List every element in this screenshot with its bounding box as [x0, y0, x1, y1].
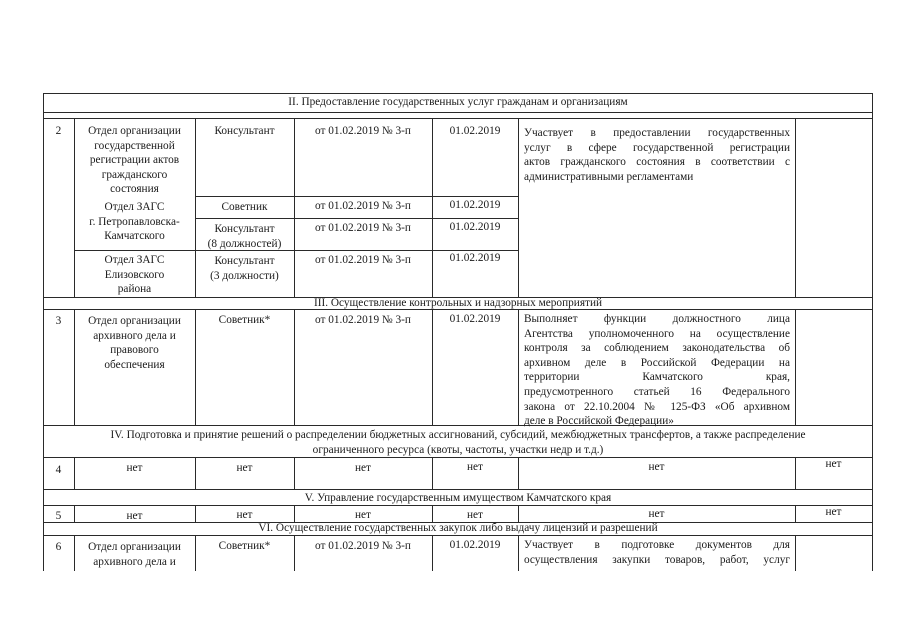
- section-heading: II. Предоставление государственных услуг гражданам и организациям: [288, 96, 628, 108]
- row-number: 5: [55, 510, 62, 522]
- effective-date: 01.02.2019: [449, 199, 501, 211]
- effective-date: 01.02.2019: [449, 221, 501, 233]
- position-title: Советник: [221, 201, 268, 213]
- position-line: Консультант: [214, 255, 275, 267]
- position-line: Консультант: [214, 223, 275, 235]
- effective-date: 01.02.2019: [449, 125, 501, 137]
- order-reference: от 01.02.2019 № 3-п: [315, 222, 411, 234]
- position-title: Советник*: [218, 540, 271, 552]
- column-line: [795, 309, 796, 425]
- department-line: правового: [110, 344, 159, 357]
- department-line: Отдел организации: [88, 125, 181, 137]
- department-line: гражданского: [101, 168, 168, 181]
- table-cell: нет: [648, 508, 665, 520]
- effective-date: 01.02.2019: [449, 313, 501, 325]
- description-line: архивном деле в Российской Федерации на: [524, 356, 790, 369]
- effective-date: 01.02.2019: [449, 539, 501, 551]
- department-line: Отдел организации: [88, 541, 181, 553]
- department-line: архивного дела и: [93, 555, 176, 568]
- position-title: Советник*: [218, 314, 271, 326]
- order-reference: от 01.02.2019 № 3-п: [315, 254, 411, 266]
- table-cell: нет: [467, 461, 483, 473]
- table-cell: нет: [825, 458, 842, 470]
- row-separator: [43, 489, 873, 490]
- department-name: [74, 540, 195, 569]
- order-reference: от 01.02.2019 № 3-п: [315, 200, 411, 212]
- row-separator: [43, 112, 873, 113]
- section-heading: III. Осуществление контрольных и надзорных мероприятий: [313, 297, 603, 309]
- description-line: закона от 22.10.2004 № 125-ФЗ «Об архивном: [524, 400, 790, 413]
- position-title: Консультант: [214, 125, 275, 137]
- department-line: государственной: [94, 139, 175, 152]
- row-number: 2: [55, 125, 62, 137]
- description-line: Выполняет функции должностного лица: [524, 313, 790, 325]
- table-cell: нет: [236, 509, 253, 521]
- department-name: [74, 314, 195, 372]
- table-border-top: [43, 93, 873, 94]
- order-reference: от 01.02.2019 № 3-п: [315, 314, 411, 326]
- order-reference: от 01.02.2019 № 3-п: [315, 540, 411, 552]
- description-line: Участвует в предоставлении государственных: [524, 127, 790, 139]
- duty-description: [524, 126, 790, 184]
- description-line: осуществления закупки товаров, работ, услуг: [524, 553, 790, 566]
- description-line: административными регламентами: [524, 170, 694, 183]
- department-name: [74, 200, 195, 244]
- table-cell: нет: [355, 462, 371, 474]
- section-heading: VI. Осуществление государственных закупок либо выдачу лицензий и разрешений: [258, 522, 658, 534]
- department-name: [74, 253, 195, 297]
- section-heading: V. Управление государственным имуществом Камчатского края: [304, 492, 612, 504]
- department-line: г. Петропавловска-: [89, 215, 180, 228]
- department-line: Елизовского: [104, 268, 165, 281]
- department-line: Отдел ЗАГС: [104, 201, 165, 213]
- description-line: предусмотренного статьей 16 Федерального: [524, 385, 790, 398]
- row-number: 6: [55, 541, 62, 553]
- description-line: деле в Российской Федерации»: [524, 415, 674, 428]
- column-line: [518, 118, 519, 297]
- department-line: Камчатского: [104, 230, 165, 243]
- row-number: 3: [55, 315, 62, 327]
- department-line: архивного дела и: [93, 329, 176, 342]
- description-line: Участвует в подготовке документов для: [524, 539, 790, 551]
- column-line: [518, 535, 519, 571]
- table-cell: нет: [126, 462, 143, 474]
- column-line: [795, 535, 796, 571]
- department-line: обеспечения: [104, 358, 165, 371]
- column-line: [518, 309, 519, 425]
- description-line: Агентства уполномоченного на осуществление: [524, 327, 790, 340]
- description-line: услуг в сфере государственной регистрации: [524, 141, 790, 154]
- duty-description: [524, 312, 790, 429]
- column-line: [795, 118, 796, 297]
- description-line: актов гражданского состояния в соответствии с: [524, 156, 790, 169]
- position-line: (3 должности): [210, 269, 279, 282]
- row-separator: [195, 196, 519, 197]
- table-cell: нет: [467, 509, 483, 521]
- table-cell: нет: [236, 462, 253, 474]
- row-separator: [43, 118, 873, 119]
- section-heading: ограниченного ресурса (квоты, частоты, участки недр и т.д.): [312, 444, 604, 456]
- description-line: территории Камчатского края,: [524, 371, 790, 384]
- department-line: Отдел организации: [88, 315, 181, 327]
- department-line: Отдел ЗАГС: [104, 254, 165, 266]
- position-line: (8 должностей): [207, 237, 282, 250]
- effective-date: 01.02.2019: [449, 252, 501, 264]
- description-line: контроля за соблюдением законодательства об: [524, 342, 790, 355]
- department-line: района: [117, 283, 152, 296]
- order-reference: от 01.02.2019 № 3-п: [315, 125, 411, 137]
- section-heading: IV. Подготовка и принятие решений о распределении бюджетных ассигнований, субсидий, межбюджетных трансфертов, а также распределение: [110, 429, 806, 441]
- row-separator: [195, 218, 519, 219]
- duty-description: [524, 538, 790, 567]
- table-cell: нет: [648, 461, 665, 473]
- position-title: [195, 254, 294, 283]
- department-line: регистрации актов: [89, 154, 180, 167]
- table-cell: нет: [825, 506, 842, 518]
- table-cell: нет: [355, 509, 371, 521]
- position-title: [195, 222, 294, 251]
- table-cell: нет: [126, 510, 143, 522]
- department-name: [74, 124, 195, 197]
- row-number: 4: [55, 464, 62, 476]
- department-line: состояния: [110, 183, 159, 196]
